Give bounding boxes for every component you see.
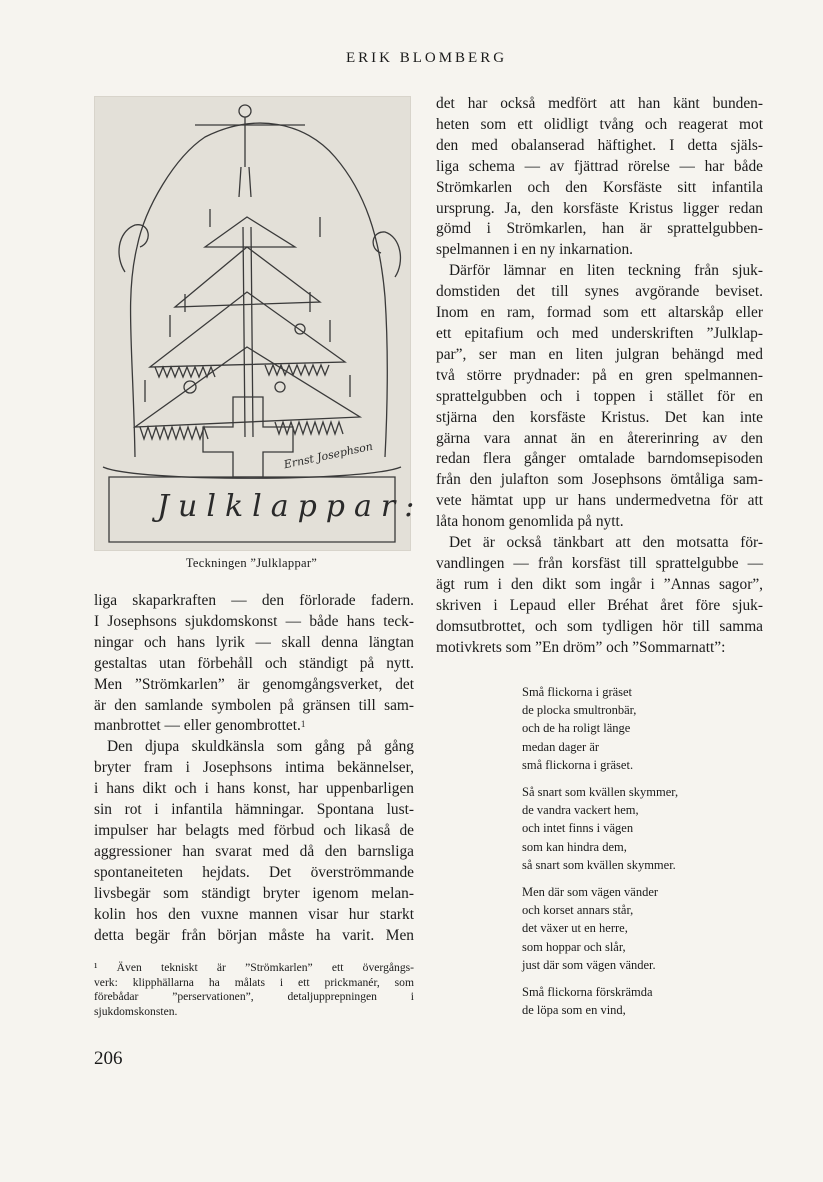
poem-line: små flickorna i gräset. (522, 757, 634, 772)
text-line: gömd i Strömkarlen, han är sprattelgubben- (436, 220, 763, 238)
poem-line: så snart som kvällen skymmer. (522, 857, 676, 872)
text-line: sprattelgubben och i toppen i stället för en (436, 387, 763, 405)
text-line: spontaneiteten hejdats. Det överströmmande (94, 863, 414, 881)
text-line: två större prydnader: på en gren spelmannen- (436, 366, 763, 384)
poem-line: just där som vägen vänder. (522, 957, 656, 972)
text-line: par”, ser man en liten julgran behängd med (436, 345, 763, 363)
text-line: heten som ett olidligt tvång och reagerat mot (436, 115, 763, 133)
poem-line: Så snart som kvällen skymmer, (522, 785, 679, 800)
poem-line: Men där som vägen vänder (522, 885, 659, 900)
left-column (94, 591, 414, 946)
right-column (436, 94, 763, 658)
text-line (94, 716, 414, 737)
text-line: impulser har belagts med förbud och likaså de (94, 821, 414, 839)
poem-stanza (522, 783, 762, 874)
text-line: aggressioner han svarat med då den barnsliga (94, 842, 414, 860)
poem-line: Små flickorna i gräset (522, 685, 633, 699)
running-head: ERIK BLOMBERG (345, 50, 508, 66)
text-line: spelmannen i en ny inkarnation. (436, 241, 634, 259)
poem-stanza (522, 983, 762, 1019)
right-paragraph-3 (436, 533, 763, 658)
footnote-ref: 1 (300, 719, 306, 730)
page-number: 206 (94, 1048, 123, 1069)
poem-line: och korset annars står, (522, 903, 634, 918)
footnote-line: förebådar ”perservationen”, detaljupprepningen i (94, 990, 414, 1004)
text-line: Inom en ram, formad som ett altarskåp eller (436, 304, 763, 322)
text-line: redan flera gånger omtalade barndomsepisoden (436, 450, 763, 468)
text-line: gestaltas utan förbehåll och ständigt på nytt. (94, 654, 414, 672)
drawing-handwritten-title: Julklappar: (157, 489, 424, 524)
figure-caption: Teckningen ”Julklappar” (185, 556, 318, 570)
left-paragraph-1 (94, 591, 414, 737)
right-paragraph-1 (436, 94, 763, 261)
text-line: livsbegär som ständigt bryter igenom melan- (94, 884, 414, 902)
text-line: I Josephsons sjukdomskonst — både hans teck- (94, 612, 414, 630)
text-line: låta honom genomlida på nytt. (436, 513, 624, 531)
poem-line: de plocka smultronbär, (522, 703, 637, 718)
poem-line: som kan hindra dem, (522, 839, 627, 854)
text-line: domsutbrottet, och som tydligen hör till samma (436, 617, 763, 635)
text-line: detta begär från början måste ha varit. Men (94, 926, 414, 944)
text-line: ningar och hans lyrik — skall denna längtan (94, 633, 414, 651)
text-line: i hans dikt och i hans konst, har uppenbarligen (94, 780, 414, 798)
footnote-line: ¹ Även tekniskt är ”Strömkarlen” ett övergångs- (94, 961, 414, 974)
text-line: den med obalanserad häftighet. I detta själs- (436, 136, 763, 154)
text-line: ägt rum i den dikt som ingår i ”Annas sagor”, (436, 575, 763, 593)
text-line: skriven i Lepaud eller Bréhat året före sjuk- (436, 596, 763, 614)
text-line: vete hämtat upp ur hans undermedvetna för att (436, 492, 763, 510)
poem-stanza (522, 683, 762, 774)
text-line: ett epitafium och med underskriften ”Julklap- (436, 324, 763, 342)
text-line: vandlingen — från korsfäst till sprattelgubbe — (436, 554, 763, 572)
text-line: gärna vara annat än en återerinring av den (436, 429, 763, 447)
poem (522, 683, 762, 1028)
text-line: bryter fram i Josephsons intima bekännelser, (94, 759, 414, 777)
text-line: från den julafton som Josephsons ömtåliga sam- (436, 471, 763, 489)
drawing-signature: Ernst Josephson (282, 439, 374, 472)
footnote-line: verk: klipphällarna ha målats i ett prickmanér, som (94, 975, 414, 989)
text-line-content: manbrottet — eller genombrottet. (94, 717, 301, 735)
drawing-illustration (95, 97, 410, 550)
text-line: Men ”Strömkarlen” är genomgångsverket, det (94, 675, 414, 693)
text-line: Det är också tänkbart att den motsatta för- (449, 534, 763, 552)
julklappar-drawing (94, 96, 424, 551)
poem-line: medan dager är (522, 739, 600, 754)
poem-stanza (522, 883, 762, 974)
right-paragraph-2 (436, 261, 763, 533)
poem-line: som hoppar och slår, (522, 939, 626, 954)
poem-line: det växer ut en herre, (522, 921, 628, 936)
text-line: det har också medfört att han känt bunden- (436, 95, 763, 112)
text-line: ursprung. Ja, den korsfäste Kristus ligger redan (436, 199, 763, 217)
text-line: Den djupa skuldkänsla som gång på gång (107, 738, 414, 756)
text-line: domstiden det till synes avgörande beviset. (436, 283, 763, 301)
footnote-line: sjukdomskonsten. (94, 1004, 178, 1018)
poem-line: de löpa som en vind, (522, 1003, 626, 1018)
text-line: kolin hos den vuxne mannen visar hur starkt (94, 905, 414, 923)
poem-line: de vandra vackert hem, (522, 803, 639, 818)
footnote (94, 961, 414, 1019)
poem-line: och intet finns i vägen (522, 821, 634, 836)
text-line: stjärna den korsfäste Kristus. Det kan inte (436, 408, 763, 426)
text-line: Därför lämnar en liten teckning från sjuk- (449, 262, 763, 280)
text-line: liga schema — av fjättrad rörelse — har både (436, 157, 763, 175)
text-line: motivkrets som ”En dröm” och ”Sommarnatt”: (436, 638, 726, 656)
text-line: sin rot i infantila hämningar. Spontana lust- (94, 801, 414, 819)
text-line: är den samlande symbolen på gränsen till sam- (94, 696, 414, 714)
left-paragraph-2 (94, 737, 414, 946)
poem-line: och de ha roligt länge (522, 721, 631, 736)
poem-line: Små flickorna förskrämda (522, 985, 653, 1000)
text-line: liga skaparkraften — den förlorade fadern. (94, 592, 414, 609)
text-line: Strömkarlen och den Korsfäste sitt infantila (436, 178, 763, 196)
